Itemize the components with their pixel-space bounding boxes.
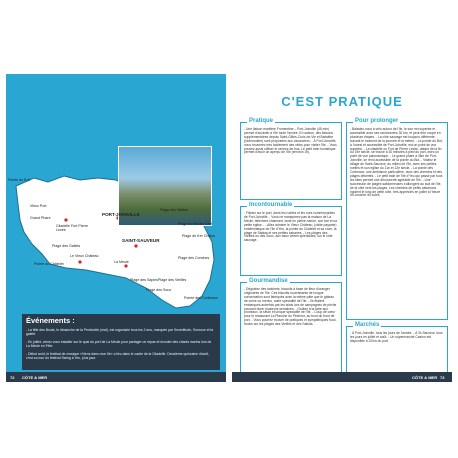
label-vieux-chateau: Le Vieux Château	[70, 254, 99, 258]
gourmandise-text: - Dégustez des batchets, biscuits à base de fleur d'oranger originaires de l'île. Ces biscuits nourrissants de longue conservation sont fabriqués avec la même pâte que le gâteau de curvé ou merico, autre spécialité de l'île. - Ils étaient embarqués autrefois par les islais lors de campagnes de pêche pouvant durer plusieurs semaines. - Goûtez à la tarte aux pruneaux, la seule et unique spécialité de l'île. - Coup de cœur pour le restaurant La Planche du Pêcheur, au bout du front de port. - Vous pourrez trouver de pratiques et sympathiques food-trucks sur les plages des Vieilles et des Sabias.	[244, 287, 337, 327]
incontournable-text: - Flânez sur le port, dans les ruelles et les rues commerçantes de Port-Joinville. - Vous ne manquerez pas la maison de La Meule, tellement charmant, isolé en pleine nature, son bar et sa petite église... - Allez admirer le Vieux Château, (visite payante) emblématique de l'île d'Yeu, la pointe du Châtelet et sa croix, la plage de Sabias et ses petites cabanes. - Les plages des Vieilles ou des Soux, aux eaux vertes splendides, sur le côte sauvage.	[244, 211, 337, 243]
label-pointe-corbeaux: Pointe des Corbeaux	[184, 296, 218, 300]
pour-prolonger-section	[346, 118, 448, 320]
label-plage-sabias: Plage des Sabias	[160, 208, 188, 212]
label-vieux-port: Vieux Port	[30, 204, 47, 208]
saint-sauveur-marker	[134, 244, 137, 247]
label-plage-ker-chalon: Plage de Ker Chalon	[182, 234, 216, 238]
label-plage-soux: Plage des Soux	[146, 288, 172, 292]
event-item: - Début août, le festival de musique «Viens dans mon île» a lieu dans le cadre de la Citadelle. Deuxième quinzaine d'août, c'est au tour du festival Swing à Yeu, plus jazz.	[26, 352, 210, 360]
events-box	[22, 314, 220, 370]
marches-section	[346, 322, 448, 376]
page-title: C'EST PRATIQUE	[281, 94, 403, 109]
label-port-joinville: PORT-JOINVILLE	[102, 212, 140, 217]
pratique-title: Pratique	[249, 118, 274, 124]
label-plage-sapins: Plage des Sapins	[130, 278, 158, 282]
event-item: - En juillet, venez vous installer sur le quai du port de La Meule pour partager un repas et écouter des chants marins lors de La Meule en Fête.	[26, 340, 212, 348]
footer-left	[6, 372, 226, 382]
label-pointe-but: Pointe du But	[8, 178, 30, 182]
label-plage-conches: Plage des Conches	[178, 256, 210, 260]
citadelle-marker	[64, 218, 67, 221]
page-number-left: 72	[10, 375, 15, 380]
brand-left: CÔTE & MER	[22, 375, 48, 380]
pratique-text: - Une liaison maritime Fromentine – Port-Joinville (45 min) permet d'accéder à l'île toute l'année. En saison, des liaisons supplémentaires depuis Saint-Gilles-Croix-de-Vie et Barbâtre (Noirmoutier) sont proposées aux vacanciers. - À Port-Joinville, vous trouverez très facilement des vélos pour visiter l'île. - Vous pouvez aussi utiliser le service de bus. Le petit train touristique permet d'avoir un aperçu de l'île (environ 1h).	[244, 127, 337, 155]
right-page	[232, 74, 452, 382]
la-meule-marker	[124, 264, 127, 267]
events-title: Événements :	[26, 316, 75, 325]
label-plage-marais-sale: Plage du Marais Salé	[178, 222, 213, 226]
marches-text: - À Port-Joinville, tous les jours de l'année. - À St-Sauveur, tous les jours en juillet et août. - Un supermarché Casino est disponible à 200m du port.	[350, 331, 443, 343]
event-item: - La fête des Bouts, le dimanche de la Pentecôte (mai), est organisée tous les 2 ans, marquée par l'incertitude, l'humour et la gaieté.	[26, 328, 214, 336]
label-saint-sauveur: SAINT-SAUVEUR	[122, 238, 160, 243]
footer-right	[232, 372, 452, 382]
label-plage-vieilles: Plage des Vieilles	[158, 278, 187, 282]
incontournable-section	[240, 202, 342, 276]
label-pointe-chatelet: Pointe du Châtelet	[34, 262, 64, 266]
pour-prolonger-text: - Baladez-vous à vélo autour de l'île, le tour est superbe et accessible avec ses randonnées 30 km, et peut être coupé en plusieurs étapes. - La côte sauvage est toujours différente, suivant le moment de la journée et la météo. - La pointe du But, à l'ouest et accessible de Port-Joinville, est un point de vue superbe. - La citadelle ou Fort de Pierre Levée, datant de la fin du 19e siècle, se trouve à 30 minutes à pied du port, avec un point de vue panoramique. - Le grand phare à 3km de Port-Joinville, se rend accessible de la pointe du But. - Visitez le village de Saint-Sauveur, au milieu de l'île, avec ses petites ruelles et son église du 11e et 12e siècle. - La pointe des Corbeaux, une ambiance particulière, avec des chemins et des plages désertes. - Le petit train de l'île d'Yeu qui passe par tous les sites permet une découverte agréable de l'île. - Une succession de plages sablonneuses s'allongent au sud de l'île, de la côte vers les plages. Les chemins de petits cabanons rigolent le long de cette côte, très appréciés en juillet à l'heure du coucher du soleil.	[350, 127, 443, 198]
page-number-right: 73	[440, 375, 445, 380]
pratique-section	[240, 118, 342, 200]
incontournable-title: Incontournable	[249, 202, 293, 208]
label-citadelle: Citadelle Fort Pierre Levée	[56, 224, 88, 232]
marches-title: Marchés	[355, 322, 380, 328]
label-grand-phare: Grand Phare	[30, 216, 51, 220]
gourmandise-section	[240, 278, 342, 376]
left-page	[6, 74, 226, 374]
label-plage-gallets: Plage des Gallets	[52, 244, 81, 248]
vieux-chateau-marker	[78, 260, 81, 263]
label-la-meule: La Meule	[114, 260, 129, 264]
pour-prolonger-title: Pour prolonger	[355, 118, 399, 124]
gourmandise-title: Gourmandise	[249, 278, 288, 284]
brand-right: CÔTE & MER	[412, 375, 438, 380]
